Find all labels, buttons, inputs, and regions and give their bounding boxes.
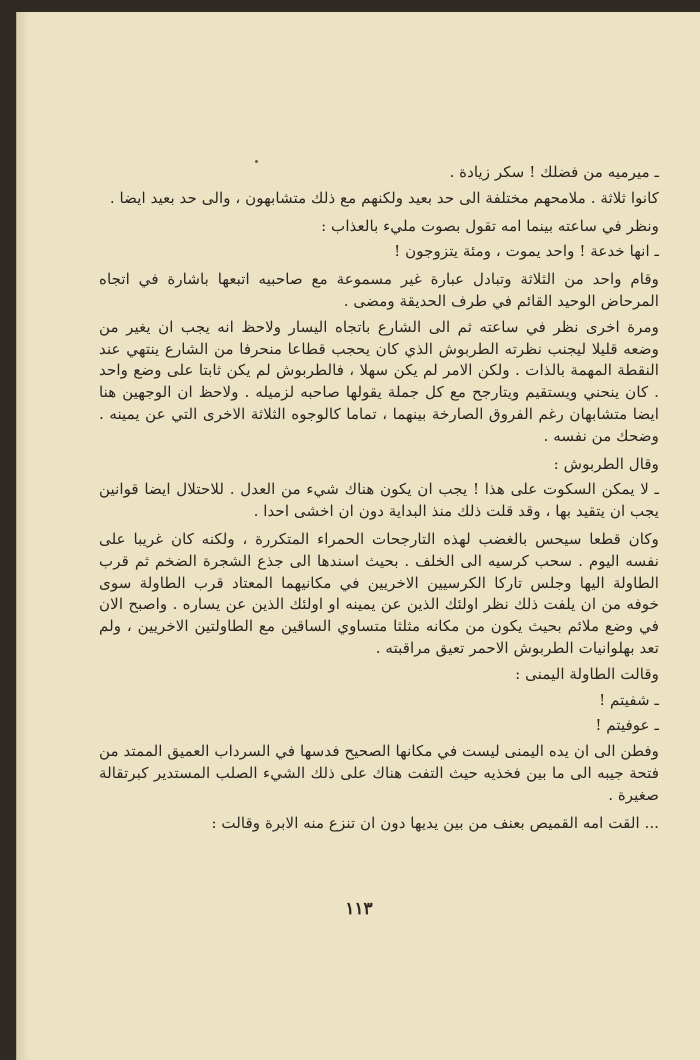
paragraph: وكان قطعا سيحس بالغضب لهذه التارجحات الحمراء المتكررة ، ولكنه كان غريبا على نفسه اليوم . سحب كرسيه الى الخلف . بحيث اسندها الى جذع الشجرة الضخم ثم قرب الطاولة اليها وجلس تاركا الكرسيين الاخريين في مكانيهما المعتاد قرب الطاولة سوى خوفه من ان يلفت ذلك نظر اولئك الذين عن يمينه او اولئك الذين عن يساره . واصبح الان في وضع ملائم بحيث يكون من مكانه مثلثا متساوي الساقين مع الطاولتين الاخريين ، ولم تعد بهلوانيات الطربوش الاحمر تعيق مراقبته . [99, 529, 659, 657]
paragraph: ومرة اخرى نظر في ساعته ثم الى الشارع باتجاه اليسار ولاحظ انه يجب ان يغير من وضعه قليلا ليجنب نظرته الطربوش الذي كان يحجب قطاعا منحرفا من الشارع ينتهي عند النقطة المهمة بالذات . ولكن الامر لم يكن سهلا ، فالطربوش لم يكن ثابتا على وضع واحد . كان ينحني ويستقيم ويتارجح مع كل جملة يقولها صاحبه لزميله . ولاحظ ان الوجهين هنا ايضا متشابهان رغم الفروق الصارخة بينهما ، تماما كالوجوه الثلاثة الاخرى التي عن يمينه . وضحك من نفسه . [99, 317, 659, 445]
paragraph: ـ ميرميه من فضلك ! سكر زيادة . [449, 163, 659, 181]
body-text [99, 162, 659, 838]
paragraph: وقام واحد من الثلاثة وتبادل عبارة غير مسموعة مع صاحبيه اتبعها باشارة في اتجاه المرحاض الوحيد القائم في طرف الحديقة ومضى . [99, 270, 659, 310]
paragraph: وفطن الى ان يده اليمنى ليست في مكانها الصحيح فدسها في السرداب العميق الممتد من فتحة جيبه الى ما بين فخذيه حيث التفت هناك على ذلك الشيء الصلب المستدير كبرتقالة صغيرة . [99, 742, 659, 804]
page-number: ١١٣ [345, 899, 373, 919]
paragraph: ـ لا يمكن السكوت على هذا ! يجب ان يكون هناك شيء من العدل . للاحتلال ايضا قوانين يجب ان يتقيد بها ، وقد قلت ذلك منذ البداية دون ان اخشى احدا . [99, 480, 659, 521]
paragraph: ـ انها خدعة ! واحد يموت ، ومئة يتزوجون ! [394, 242, 659, 261]
paragraph: ـ شفيتم ! [599, 690, 659, 709]
book-page [16, 12, 700, 1060]
paragraph: وقالت الطاولة اليمنى : [515, 664, 659, 683]
paragraph: وقال الطربوش : [553, 454, 659, 473]
paragraph: ... القت امه القميص بعنف من بين يديها دون ان تنزع منه الابرة وقالت : [211, 813, 659, 832]
paragraph: ـ عوفيتم ! [595, 716, 659, 735]
paragraph: كانوا ثلاثة . ملامحهم مختلفة الى حد بعيد ولكنهم مع ذلك متشابهون ، والى حد بعيد ايضا . [109, 188, 659, 207]
paragraph: ونظر في ساعته بينما امه تقول بصوت مليء بالعذاب : [321, 216, 659, 235]
